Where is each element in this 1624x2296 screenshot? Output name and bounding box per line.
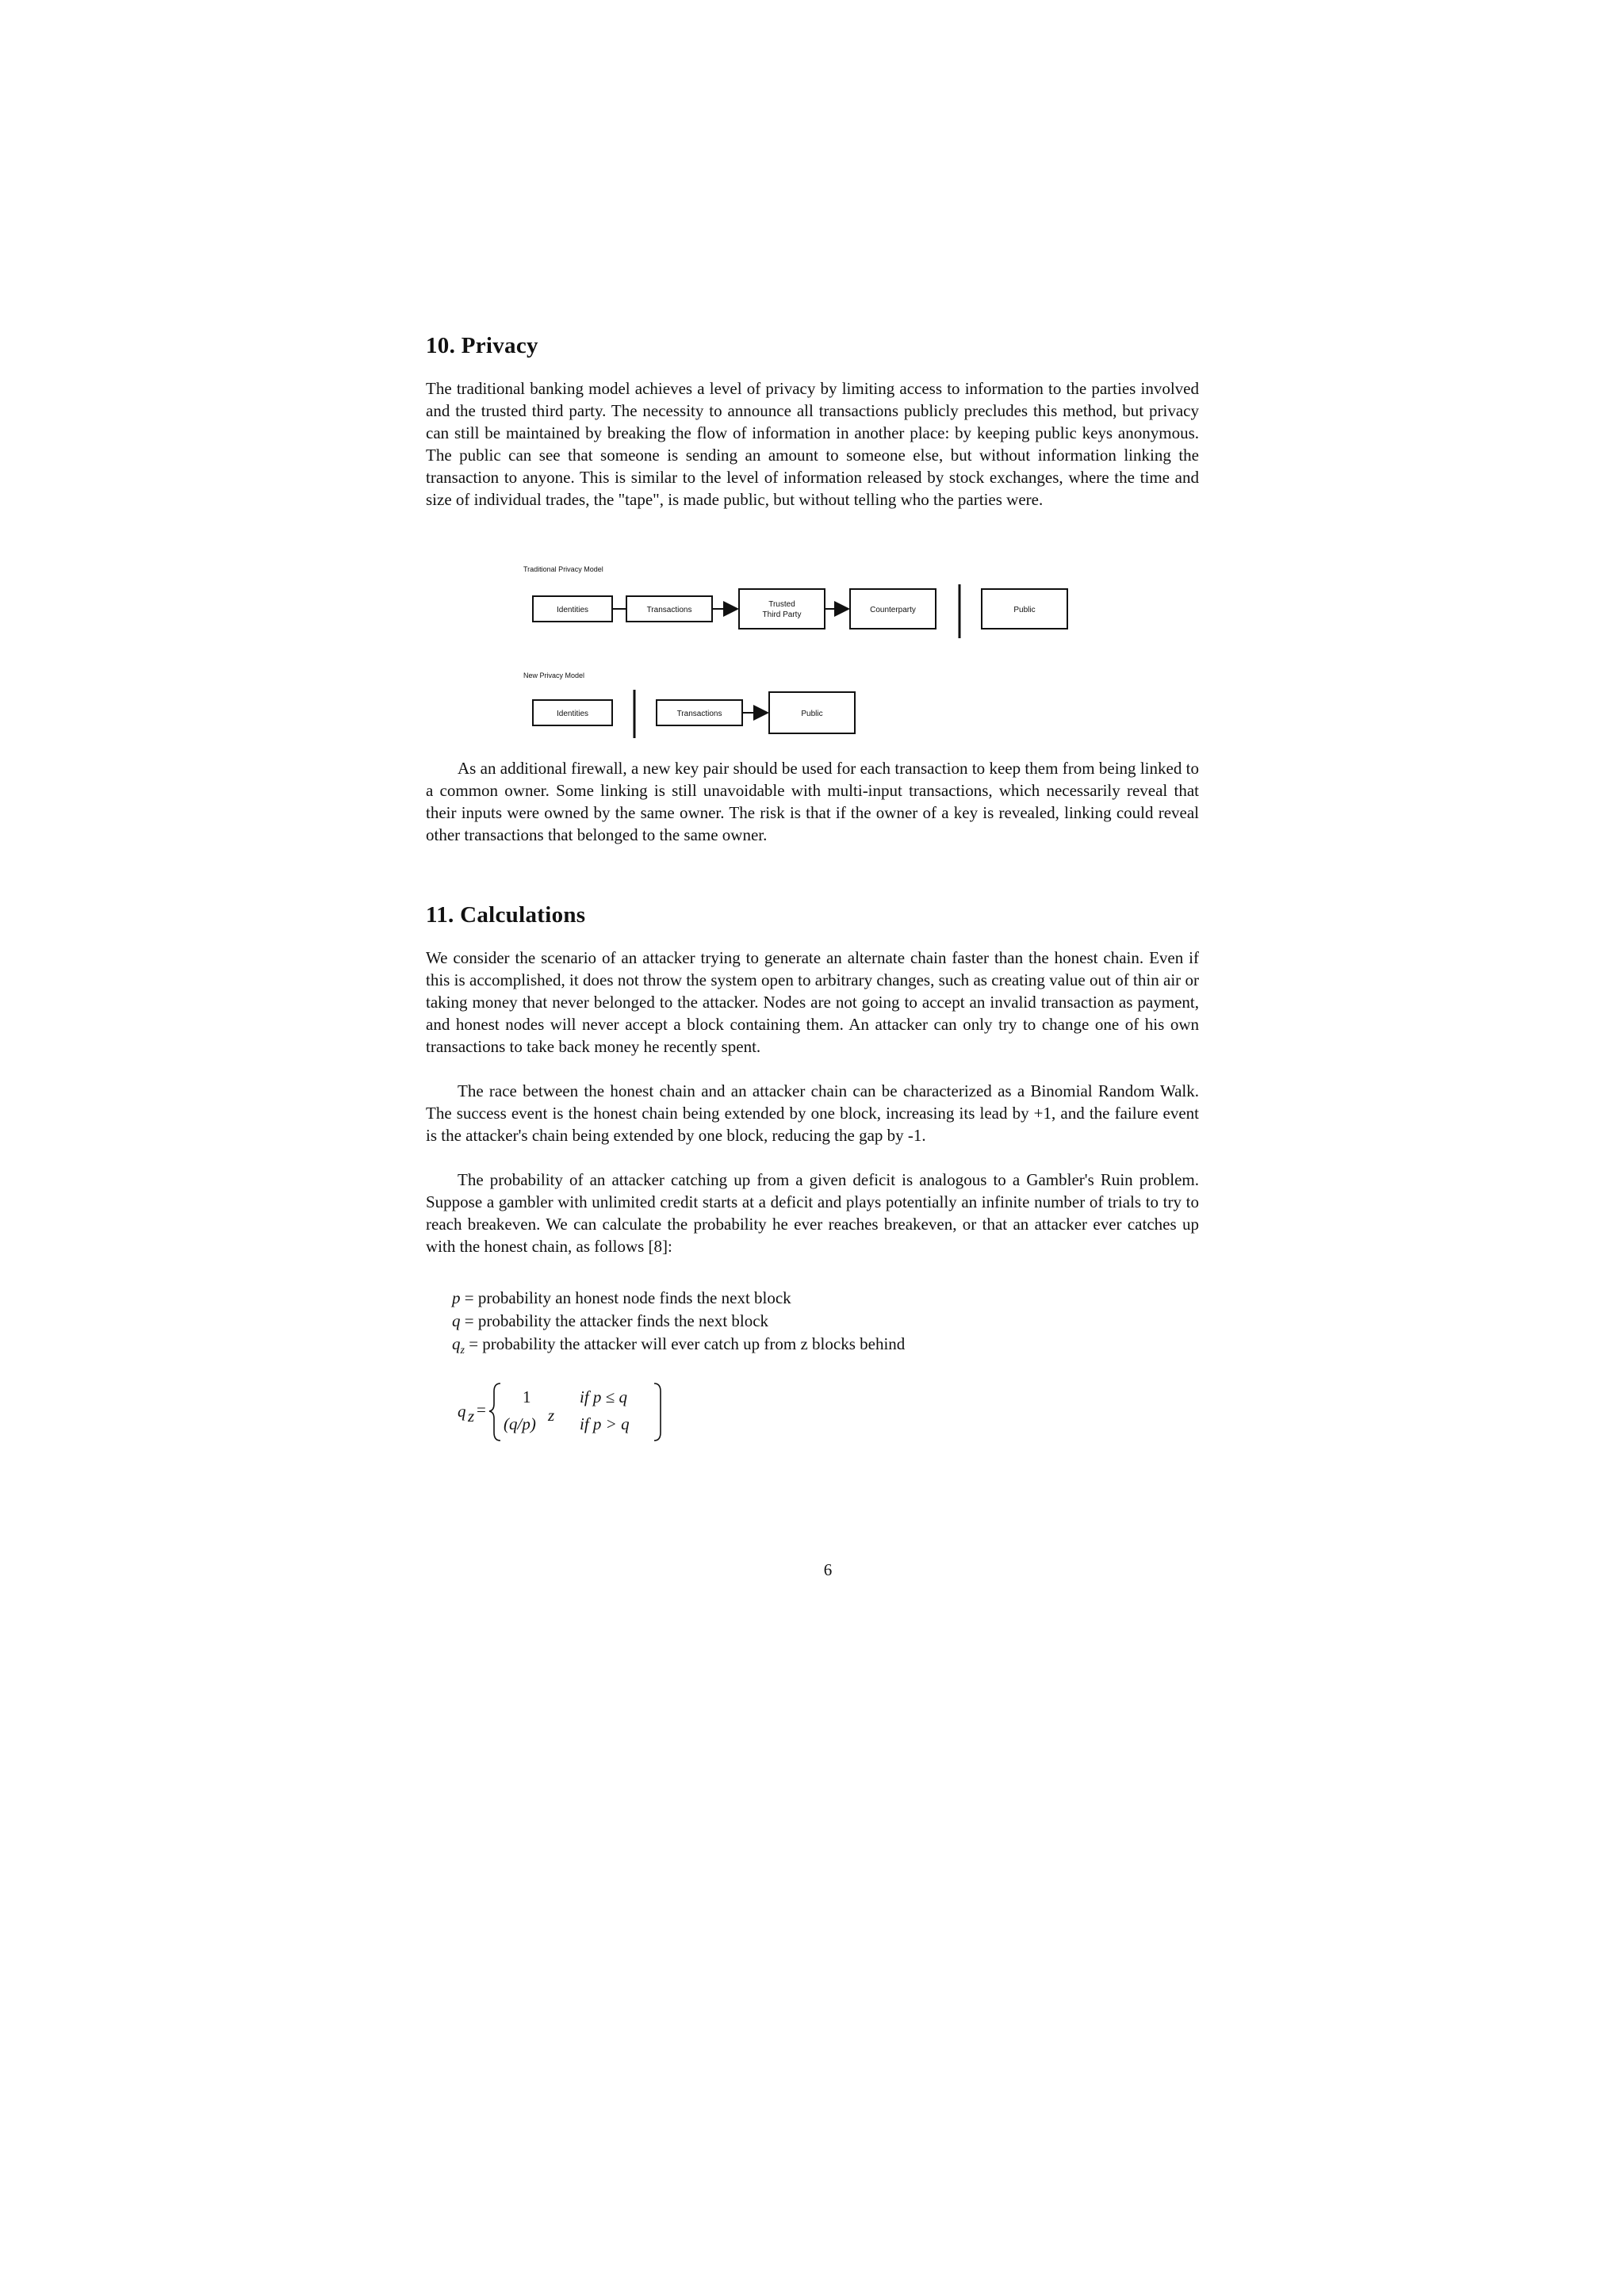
case2-value: (q/p) [504,1414,536,1433]
formula-lhs: q [458,1402,466,1421]
page-number: 6 [823,1560,833,1579]
transactions-label: Transactions [676,710,722,718]
subscript-z: z [460,1345,465,1357]
case1-condition: if p ≤ q [580,1387,627,1406]
trusted-label-line2: Third Party [762,610,802,619]
identities-label: Identities [556,606,589,614]
calculations-paragraph-1: We consider the scenario of an attacker trying to generate an alternate chain faster than the honest chain. Even if this is accomplished, it does not throw the system open to arbitrary changes, such as creating value out of thin air or taking money that never belonged to the attacker. Nodes are not going to accept an invalid transaction as payment, and honest nodes will never accept a block containing them. An attacker can only try to change one of his own transactions to take back money he recently spent. [426,948,1199,1056]
public-label: Public [1013,606,1036,614]
section-11-heading: 11. Calculations [426,902,586,928]
public-label: Public [801,710,823,718]
identities-label: Identities [556,710,589,718]
definition-text: = probability the attacker finds the next block [460,1311,769,1330]
definition-text: = probability an honest node finds the next block [460,1288,791,1307]
right-bracket [654,1383,661,1441]
symbol-p: p [452,1288,461,1307]
traditional-model-caption: Traditional Privacy Model [523,565,603,573]
definition-q [452,1310,905,1333]
privacy-paragraph-1: The traditional banking model achieves a level of privacy by limiting access to information to the parties involved and the trusted third party. The necessity to announce all transactions publicly precludes this method, but privacy can still be maintained by breaking the flow of information in another place: by keeping public keys anonymous. The public can see that someone is sending an amount to someone else, but without information linking the transaction to anyone. This is similar to the level of information released by stock exchanges, where the time and size of individual trades, the "tape", is made public, but without telling who the parties were. [426,379,1199,509]
trusted-label-line1: Trusted [768,600,795,609]
symbol-qz: q [452,1334,461,1353]
symbol-q: q [452,1311,461,1330]
variable-definitions [452,1287,905,1362]
new-model-caption: New Privacy Model [523,672,585,679]
left-brace [489,1383,500,1441]
gamblers-ruin-formula [454,1376,716,1447]
calculations-paragraph-2: The race between the honest chain and an attacker chain can be characterized as a Binomial Random Walk. The success event is the honest chain being extended by one block, increasing its lead by +1, and the failure event is the attacker's chain being extended by one block, reducing the gap by -1. [426,1081,1199,1145]
case2-exponent: z [548,1406,555,1425]
definition-p [452,1287,905,1310]
definition-qz [452,1333,905,1362]
counterparty-label: Counterparty [870,606,916,614]
formula-lhs-subscript: z [468,1406,475,1425]
calculations-paragraph-3: The probability of an attacker catching up from a given deficit is analogous to a Gambler's Ruin problem. Suppose a gambler with unlimited credit starts at a deficit and plays potentially an infinite number of trials to try to reach breakeven. We can calculate the probability he ever reaches breakeven, or that an attacker ever catches up with the honest chain, as follows [8]: [426,1170,1199,1256]
formula-equals: = [477,1400,486,1419]
trusted-third-party-box [739,589,825,629]
privacy-model-diagram [515,559,1126,749]
privacy-paragraph-2: As an additional firewall, a new key pair should be used for each transaction to keep them from being linked to a common owner. Some linking is still unavoidable with multi-input transactions, which necessarily reveal that their inputs were owned by the same owner. The risk is that if the owner of a key is revealed, linking could reveal other transactions that belonged to the same owner. [426,759,1199,844]
transactions-label: Transactions [646,606,692,614]
section-10-heading: 10. Privacy [426,333,538,358]
definition-text: = probability the attacker will ever catch up from z blocks behind [464,1334,906,1353]
case1-value: 1 [523,1387,531,1406]
case2-condition: if p > q [580,1414,630,1433]
